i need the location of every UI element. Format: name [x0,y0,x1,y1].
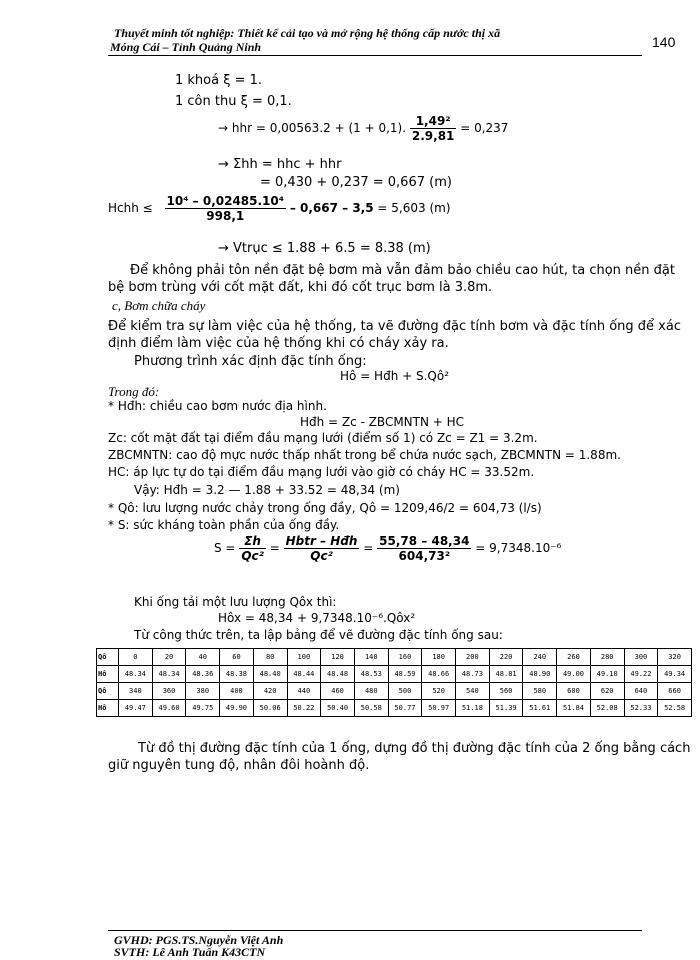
table-cell: 140 [354,649,388,666]
table-cell: 50.06 [253,700,287,717]
table-cell: 520 [422,683,456,700]
formula-s-equals-2: = [363,541,374,555]
formula-hch [108,194,451,223]
formula-hch-denominator: 998,1 [206,209,245,223]
table-cell: 49.90 [220,700,254,717]
paragraph-nen-dat: Để không phải tôn nền đặt bệ bơm mà vẫn đảm bảo chiều cao hút, ta chọn nền đặt bệ bơm trùng với cốt mặt đất, khi đó cốt trục bơm là 3.8m. [108,263,675,295]
paragraph-phuong-trinh: Phương trình xác định đặc tính ống: [134,354,367,369]
table-cell: 380 [186,683,220,700]
table-row-header: Qô [97,683,119,700]
bullet-s: * S: sức kháng toàn phần của ống đầy. [108,518,340,532]
footer-advisor: GVHD: PGS.TS.Nguyễn Việt Anh [114,933,284,947]
formula-sum-line1: → Σhh = hhc + hhr [218,157,342,172]
table-cell: 48.48 [321,666,355,683]
formula-hhr-lhs: → hhr = 0,00563.2 + (1 + 0,1). [218,121,407,135]
table-cell: 40 [186,649,220,666]
table-cell: 300 [624,649,658,666]
table-cell: 52.08 [590,700,624,717]
header-rule [108,55,642,56]
table-cell: 260 [557,649,591,666]
formula-hch-middle: – 0,667 – 3,5 [289,201,374,215]
table-cell: 320 [658,649,692,666]
equation-hox: Hôx = 48,34 + 9,7348.10⁻⁶.Qôx² [218,611,416,625]
formula-s-fraction-1-denominator: Qc² [241,549,264,563]
formula-s-fraction-1 [239,534,266,563]
formula-s-fraction-1-numerator: Σh [239,534,266,549]
table-cell: 50.77 [388,700,422,717]
table-cell: 48.81 [489,666,523,683]
paragraph-kiem-tra: Để kiểm tra sự làm việc của hệ thống, ta vẽ đường đặc tính bơm và đặc tính ống để xác định điểm làm việc của hệ thống khi có cháy xảy ra. [108,319,681,351]
line-zc: Zc: cốt mặt đất tại điểm đầu mạng lưới (điểm số 1) có Zc = Z1 = 3.2m. [108,431,538,445]
table-cell: 560 [489,683,523,700]
table-cell: 48.90 [523,666,557,683]
formula-hhr [218,114,508,143]
table-cell: 180 [422,649,456,666]
table-cell: 48.34 [119,666,153,683]
line-vay: Vậy: Hđh = 3.2 — 1.88 + 33.52 = 48,34 (m) [134,483,400,497]
table-cell: 620 [590,683,624,700]
footer-student: SVTH: Lê Anh Tuấn K43CTN [114,945,266,959]
table-cell: 48.40 [253,666,287,683]
table-cell: 49.47 [119,700,153,717]
header-title-line1: Thuyết minh tốt nghiệp: Thiết kế cải tạo và mở rộng hệ thống cấp nước thị xã [114,26,501,40]
table-cell: 660 [658,683,692,700]
formula-v-truc: → Vtrục ≤ 1.88 + 6.5 = 8.38 (m) [218,241,431,256]
formula-s-fraction-3-numerator: 55,78 – 48,34 [379,534,470,548]
formula-hhr-denominator: 2.9,81 [411,129,455,143]
footer-rule [108,930,642,931]
table-row-header: Hô [97,666,119,683]
table-cell: 49.10 [590,666,624,683]
section-heading-bom-chua-chay: c, Bơm chữa cháy [112,298,206,313]
table-cell: 460 [321,683,355,700]
page-number: 140 [652,34,676,50]
formula-hhr-result: = 0,237 [460,121,509,135]
table-cell: 100 [287,649,321,666]
formula-s-fraction-2-denominator: Qc² [310,549,333,563]
bullet-hdh: * Hđh: chiều cao bơm nước địa hình. [108,399,327,413]
bullet-qo: * Qô: lưu lượng nước chảy trong ống đầy, Qô = 1209,46/2 = 604,73 (l/s) [108,501,542,515]
table-cell: 49.00 [557,666,591,683]
paragraph-lap-bang: Từ công thức trên, ta lập bảng để vẽ đường đặc tính ống sau: [134,628,503,642]
table-cell: 420 [253,683,287,700]
table-cell: 48.53 [354,666,388,683]
table-cell: 49.60 [152,700,186,717]
paragraph-khi-ong-tai: Khi ống tải một lưu lượng Qôx thì: [134,595,337,609]
formula-hch-fraction [165,194,286,223]
formula-s-lhs: S = [214,541,236,555]
table-cell: 500 [388,683,422,700]
formula-hch-numerator: 10⁴ – 0,02485.10⁴ [166,194,285,208]
table-cell: 52.58 [658,700,692,717]
table-row-header: Hô [97,700,119,717]
table-cell: 160 [388,649,422,666]
table-row [97,700,692,717]
table-cell: 600 [557,683,591,700]
table-cell: 50.58 [354,700,388,717]
table-cell: 50.22 [287,700,321,717]
table-cell: 49.34 [658,666,692,683]
table-cell: 48.38 [220,666,254,683]
line-zbc: ZBCMNTN: cao độ mực nước thấp nhất trong bể chứa nước sạch, ZBCMNTN = 1.88m. [108,448,621,462]
table-cell: 280 [590,649,624,666]
formula-s-fraction-3-denominator: 604,73² [398,549,451,563]
pipe-characteristic-table [96,648,692,717]
table-cell: 48.44 [287,666,321,683]
formula-s-fraction-2 [284,534,360,563]
table-cell: 80 [253,649,287,666]
label-trong-do: Trong đó: [108,384,160,399]
table-cell: 120 [321,649,355,666]
table-cell: 48.66 [422,666,456,683]
table-cell: 52.33 [624,700,658,717]
table-cell: 50.40 [321,700,355,717]
table-cell: 48.59 [388,666,422,683]
formula-s-fraction-3 [377,534,471,563]
formula-hhr-fraction [410,114,457,143]
table-row [97,683,692,700]
table-cell: 540 [456,683,490,700]
table-cell: 51.61 [523,700,557,717]
formula-s-equals-1: = [269,541,280,555]
table-cell: 360 [152,683,186,700]
table-cell: 640 [624,683,658,700]
header-title-line2: Móng Cái – Tỉnh Quảng Ninh [110,40,262,54]
table-cell: 51.84 [557,700,591,717]
table-row [97,666,692,683]
line-con-thu: 1 côn thu ξ = 0,1. [175,94,292,109]
table-cell: 220 [489,649,523,666]
table-cell: 340 [119,683,153,700]
table-row-header: Qô [97,649,119,666]
table-cell: 51.18 [456,700,490,717]
equation-ho: Hô = Hđh + S.Qô² [340,369,450,383]
table-cell: 48.36 [186,666,220,683]
formula-s-fraction-2-numerator: Hbtr – Hđh [285,534,358,548]
equation-hdh: Hđh = Zc - ZBCMNTN + HC [300,415,465,429]
table-cell: 50.97 [422,700,456,717]
paragraph-do-thi: Từ đồ thị đường đặc tính của 1 ống, dựng đồ thị đường đặc tính của 2 ống bằng cách giữ nguyên tung độ, nhân đôi hoành độ. [108,741,691,773]
table-cell: 48.34 [152,666,186,683]
table-cell: 200 [456,649,490,666]
formula-s-result: = 9,7348.10⁻⁶ [475,541,562,555]
table-cell: 440 [287,683,321,700]
formula-sum-line2: = 0,430 + 0,237 = 0,667 (m) [260,175,452,190]
table-cell: 49.75 [186,700,220,717]
formula-hhr-numerator: 1,49² [410,114,457,129]
table-cell: 480 [354,683,388,700]
line-khoa: 1 khoá ξ = 1. [175,73,263,88]
formula-hch-lhs: Hchh ≤ [108,201,153,215]
formula-s [214,534,561,563]
table-cell: 49.22 [624,666,658,683]
table-cell: 60 [220,649,254,666]
table-cell: 48.73 [456,666,490,683]
table-row [97,649,692,666]
line-hc: HC: áp lực tự do tại điểm đầu mạng lưới vào giờ có cháy HC = 33.52m. [108,465,535,479]
table-cell: 20 [152,649,186,666]
table-cell: 51.39 [489,700,523,717]
formula-hch-result: = 5,603 (m) [377,201,451,215]
table-cell: 400 [220,683,254,700]
table-cell: 0 [119,649,153,666]
table-cell: 240 [523,649,557,666]
table-cell: 580 [523,683,557,700]
